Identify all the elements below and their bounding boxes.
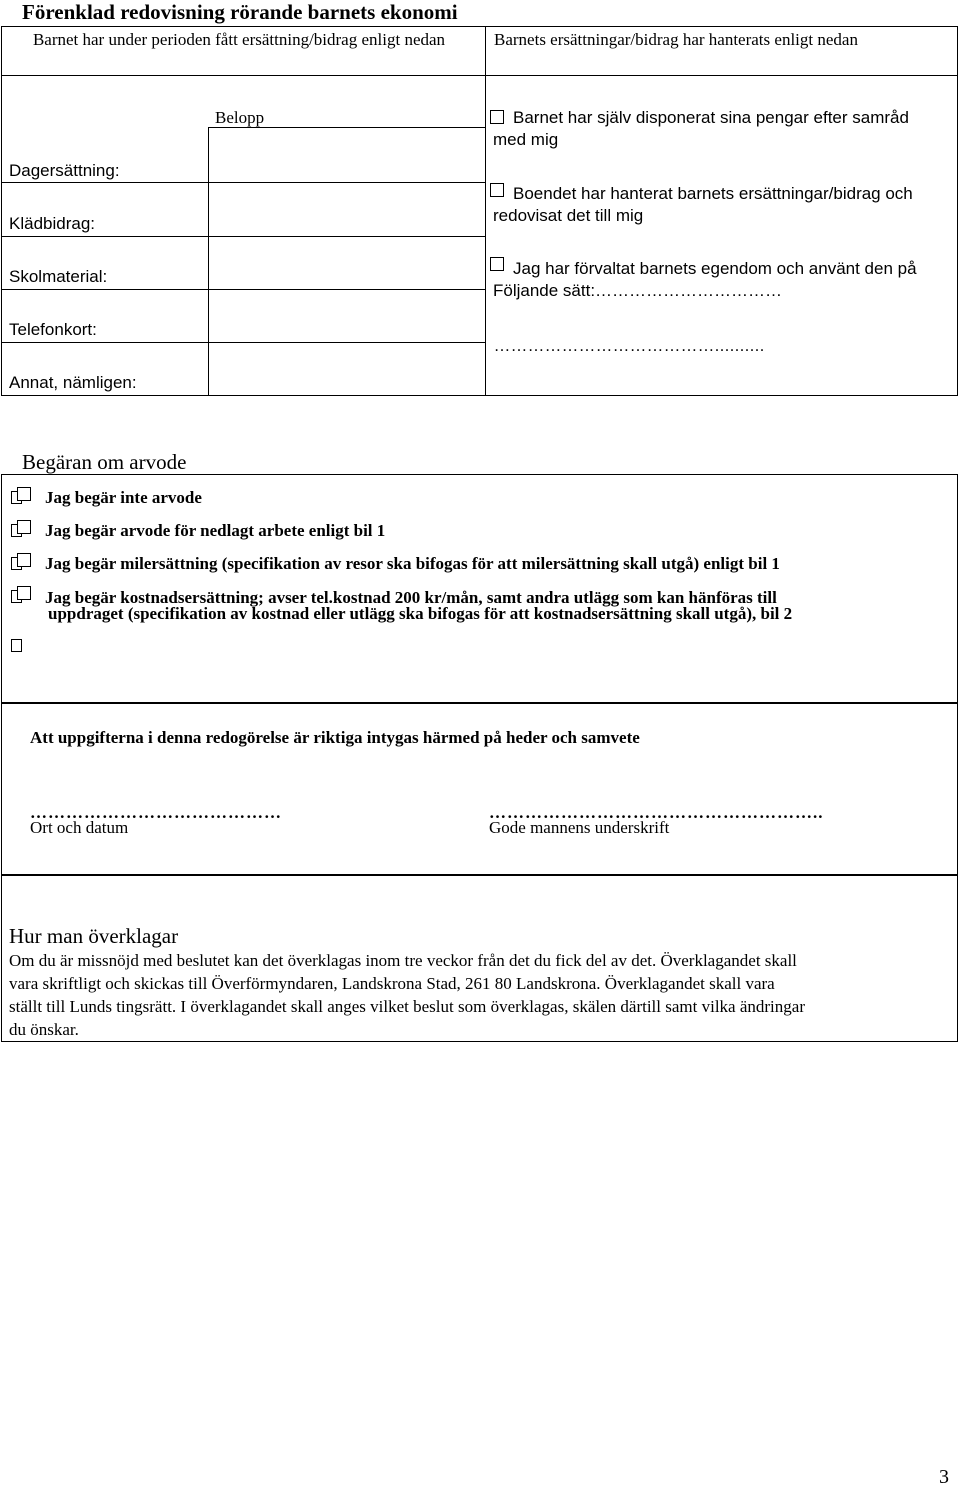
dotted-line: ………………………………….......... xyxy=(494,338,765,355)
table-divider xyxy=(1,342,485,343)
table-divider xyxy=(1,75,958,76)
section2-title: Begäran om arvode xyxy=(22,450,187,474)
signature-label: Gode mannens underskrift xyxy=(489,818,670,837)
table-divider xyxy=(1,236,485,237)
option-kostnadsersattning-cont: uppdraget (specifikation av kostnad eller utlägg ska bifogas för att kostnadsersättning skall utgå), bil 2 xyxy=(48,604,793,623)
appeal-line-4: du önskar. xyxy=(9,1020,79,1039)
appeal-line-2: vara skriftligt och skickas till Överförmyndaren, Landskrona Stad, 261 80 Landskrona. Överklagandet skall vara xyxy=(9,974,775,993)
option-arvode-nedlagt-arbete: Jag begär arvode för nedlagt arbete enligt bil 1 xyxy=(45,521,386,540)
checkbox-milersattning[interactable] xyxy=(17,553,31,567)
handled-header: Barnets ersättningar/bidrag har hanterats enligt nedan xyxy=(494,30,858,49)
section1-title: Förenklad redovisning rörande barnets ekonomi xyxy=(22,0,458,24)
checkbox-empty[interactable] xyxy=(11,639,22,652)
place-date-dots: …………………………………… xyxy=(30,803,282,822)
option-boendet-hanterat: Boendet har hanterat barnets ersättningar/bidrag och redovisat det till mig xyxy=(493,184,913,225)
item-label-dagersattning: Dagersättning: xyxy=(9,161,120,180)
amount-field-skolmaterial[interactable] xyxy=(210,238,484,288)
received-header: Barnet har under perioden fått ersättning/bidrag enligt nedan xyxy=(32,30,446,49)
checkbox-kostnadsersattning[interactable] xyxy=(17,586,31,600)
amount-field-annat[interactable] xyxy=(210,344,484,395)
table-divider xyxy=(1,182,485,183)
table-divider xyxy=(1,289,485,290)
appeal-line-3: ställt till Lunds tingsrätt. I överklagandet skall anges vilket beslut som överklagas, skälen därtill samt vilka ändringar xyxy=(9,997,805,1016)
item-label-kladbidrag: Klädbidrag: xyxy=(9,214,96,233)
option-inte-arvode: Jag begär inte arvode xyxy=(45,488,202,507)
table-divider xyxy=(208,127,209,396)
appeal-line-1: Om du är missnöjd med beslutet kan det överklagas inom tre veckor från det du fick del av det. Överklagandet skall xyxy=(9,951,797,970)
certification-text: Att uppgifterna i denna redogörelse är riktiga intygas härmed på heder och samvete xyxy=(30,728,640,747)
checkbox-inte-arvode[interactable] xyxy=(17,487,31,501)
place-date-label: Ort och datum xyxy=(30,818,129,837)
item-label-skolmaterial: Skolmaterial: xyxy=(9,267,108,286)
table-divider xyxy=(485,26,486,396)
amount-field-kladbidrag[interactable] xyxy=(210,184,484,235)
signature-field[interactable] xyxy=(487,796,922,818)
amount-header: Belopp xyxy=(215,108,265,127)
signature-dots: ……………………………………………….. xyxy=(489,803,824,822)
option-forvaltat-egendom: Jag har förvaltat barnets egendom och använt den på Följande sätt:…………………………… xyxy=(493,259,917,300)
place-date-field[interactable] xyxy=(28,796,448,818)
item-label-annat: Annat, nämligen: xyxy=(9,373,137,392)
page-number: 3 xyxy=(939,1466,949,1488)
amount-field-dagersattning[interactable] xyxy=(210,129,484,181)
appeal-title: Hur man överklagar xyxy=(9,924,179,948)
option-milersattning: Jag begär milersättning (specifikation av resor ska bifogas för att milersättning skall utgå) enligt bil 1 xyxy=(45,554,780,573)
option-kostnadsersattning: Jag begär kostnadsersättning; avser tel.kostnad 200 kr/mån, samt andra utlägg som kan hänföras till xyxy=(45,588,777,607)
checkbox-arvode-nedlagt-arbete[interactable] xyxy=(17,520,31,534)
item-label-telefonkort: Telefonkort: xyxy=(9,320,97,339)
amount-field-telefonkort[interactable] xyxy=(210,291,484,341)
option-barnet-disponerat: Barnet har själv disponerat sina pengar efter samråd med mig xyxy=(493,108,909,149)
